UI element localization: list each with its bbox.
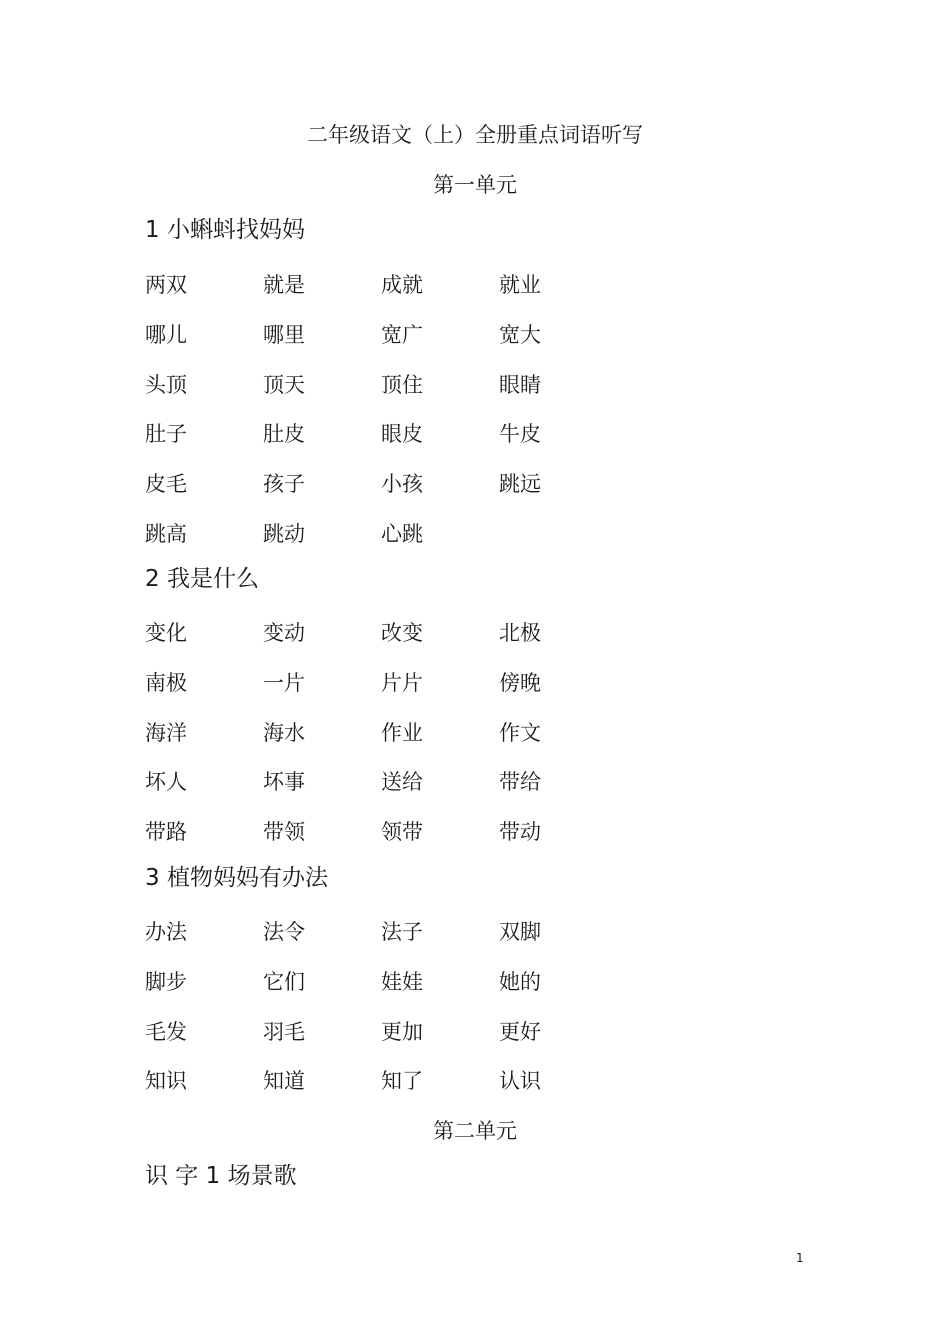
vocab-word: 海水	[263, 720, 305, 745]
vocab-word: 宽广	[381, 322, 423, 347]
vocab-word: 作文	[499, 720, 541, 745]
vocab-word: 哪儿	[145, 322, 187, 347]
vocab-word: 知道	[263, 1069, 305, 1094]
vocab-word: 带领	[263, 820, 305, 845]
vocab-word: 牛皮	[499, 422, 541, 447]
lesson-title: 2 我是什么	[145, 566, 259, 592]
vocab-word: 改变	[381, 621, 423, 645]
vocab-word: 皮毛	[145, 472, 187, 497]
vocab-word: 就业	[499, 273, 541, 297]
lesson-title: 1 小蝌蚪找妈妈	[145, 217, 305, 243]
vocab-word: 头顶	[145, 372, 187, 397]
vocab-word: 片片	[381, 670, 423, 695]
vocab-word: 宽大	[499, 322, 541, 347]
vocab-word: 一片	[263, 670, 305, 695]
vocab-word: 脚步	[145, 969, 187, 994]
vocab-word: 带动	[499, 820, 541, 845]
vocab-word: 法令	[263, 920, 305, 944]
vocab-word: 眼皮	[381, 422, 423, 447]
page-number: 1	[796, 1251, 804, 1265]
vocab-word: 跳高	[145, 522, 187, 546]
unit-title: 第一单元	[433, 173, 517, 197]
vocab-word: 眼睛	[499, 372, 541, 397]
vocab-word: 心跳	[381, 522, 423, 546]
vocab-word: 顶天	[263, 372, 305, 397]
vocab-word: 南极	[145, 670, 187, 695]
vocab-word: 两双	[145, 273, 187, 297]
vocab-word: 毛发	[145, 1019, 187, 1044]
lesson-title: 识 字 1 场景歌	[145, 1163, 297, 1189]
vocab-word: 作业	[381, 720, 423, 745]
vocab-word: 办法	[145, 920, 187, 944]
vocab-word: 带路	[145, 820, 187, 845]
vocab-word: 肚子	[145, 422, 187, 447]
vocab-word: 变动	[263, 621, 305, 645]
vocab-word: 跳远	[499, 472, 541, 497]
vocab-word: 坏人	[145, 770, 187, 795]
vocab-word: 送给	[381, 770, 423, 795]
vocab-word: 就是	[263, 273, 305, 297]
vocab-word: 变化	[145, 621, 187, 645]
vocab-word: 法子	[381, 920, 423, 944]
vocab-word: 顶住	[381, 372, 423, 397]
vocab-word: 它们	[263, 969, 305, 994]
vocab-word: 小孩	[381, 472, 423, 497]
vocab-word: 肚皮	[263, 422, 305, 447]
vocab-word: 跳动	[263, 522, 305, 546]
vocab-word: 更好	[499, 1019, 541, 1044]
vocab-word: 领带	[381, 820, 423, 845]
vocab-word: 双脚	[499, 920, 541, 944]
vocab-word: 哪里	[263, 322, 305, 347]
unit-title: 第二单元	[433, 1119, 517, 1143]
vocab-word: 坏事	[263, 770, 305, 795]
vocab-word: 她的	[499, 969, 541, 994]
vocab-word: 娃娃	[381, 969, 423, 994]
vocab-word: 更加	[381, 1019, 423, 1044]
vocab-word: 海洋	[145, 720, 187, 745]
vocab-word: 带给	[499, 770, 541, 795]
vocab-word: 傍晚	[499, 670, 541, 695]
vocab-word: 认识	[499, 1069, 541, 1094]
vocab-word: 北极	[499, 621, 541, 645]
vocab-word: 知了	[381, 1069, 423, 1094]
lesson-title: 3 植物妈妈有办法	[145, 865, 328, 891]
vocab-word: 知识	[145, 1069, 187, 1094]
vocab-word: 羽毛	[263, 1019, 305, 1044]
document-title: 二年级语文（上）全册重点词语听写	[307, 123, 643, 147]
vocab-word: 成就	[381, 273, 423, 297]
vocab-word: 孩子	[263, 472, 305, 497]
